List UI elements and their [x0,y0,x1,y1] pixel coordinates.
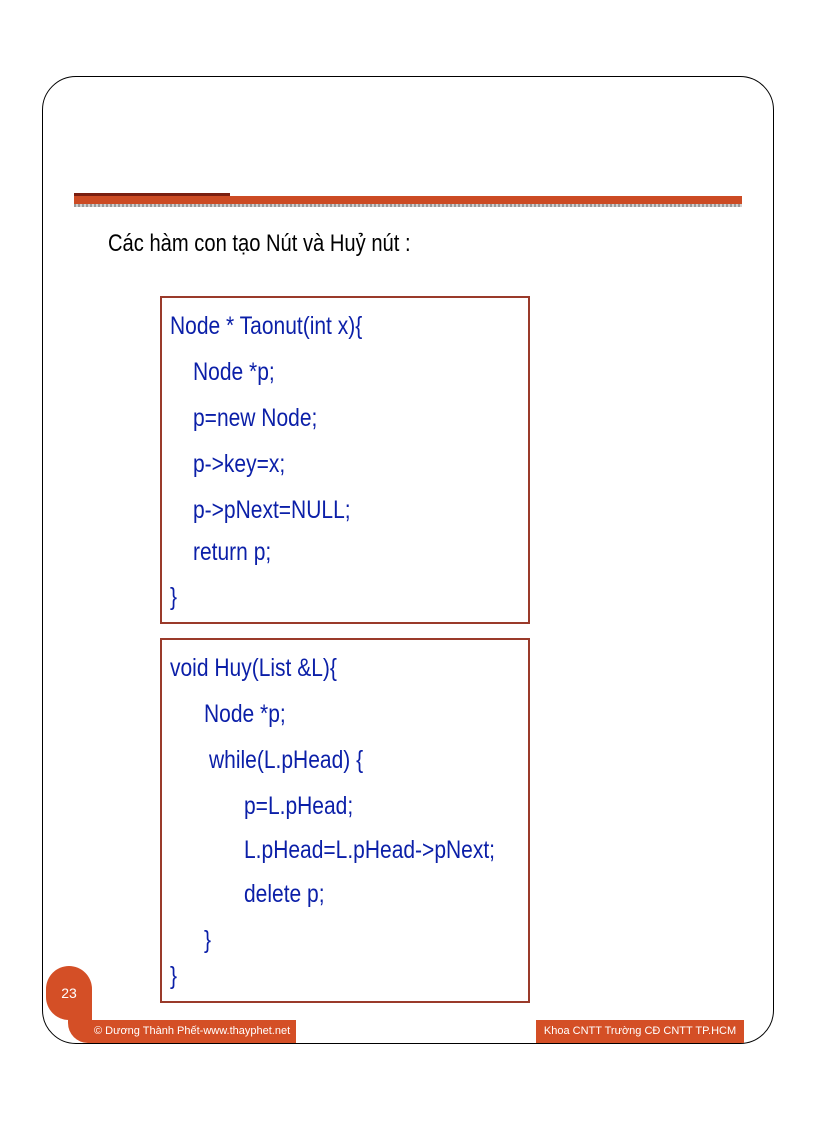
code-line: p=L.pHead; [244,792,354,820]
code-line: } [170,962,178,990]
title-rule-shadow [74,204,742,207]
code-line: delete p; [244,880,325,908]
page-number-badge: 23 [46,966,92,1020]
code-line: p->pNext=NULL; [193,496,351,524]
code-line: p->key=x; [193,450,286,478]
title-rule [74,196,742,204]
code-line: while(L.pHead) { [209,746,364,774]
code-line: L.pHead=L.pHead->pNext; [244,836,496,864]
code-box-taonut [160,296,530,624]
footer-institution: Khoa CNTT Trường CĐ CNTT TP.HCM [536,1020,744,1043]
code-line: return p; [193,538,272,566]
code-line: Node *p; [193,358,275,386]
code-line: } [170,583,178,611]
code-box-huy [160,638,530,1003]
code-line: Node * Taonut(int x){ [170,312,363,340]
code-line: } [204,926,212,954]
slide-heading: Các hàm con tạo Nút và Huỷ nút : [108,230,411,257]
code-line: void Huy(List &L){ [170,654,337,682]
footer-author: © Dương Thành Phết-www.thayphet.net [68,1020,296,1043]
code-line: Node *p; [204,700,286,728]
code-line: p=new Node; [193,404,318,432]
